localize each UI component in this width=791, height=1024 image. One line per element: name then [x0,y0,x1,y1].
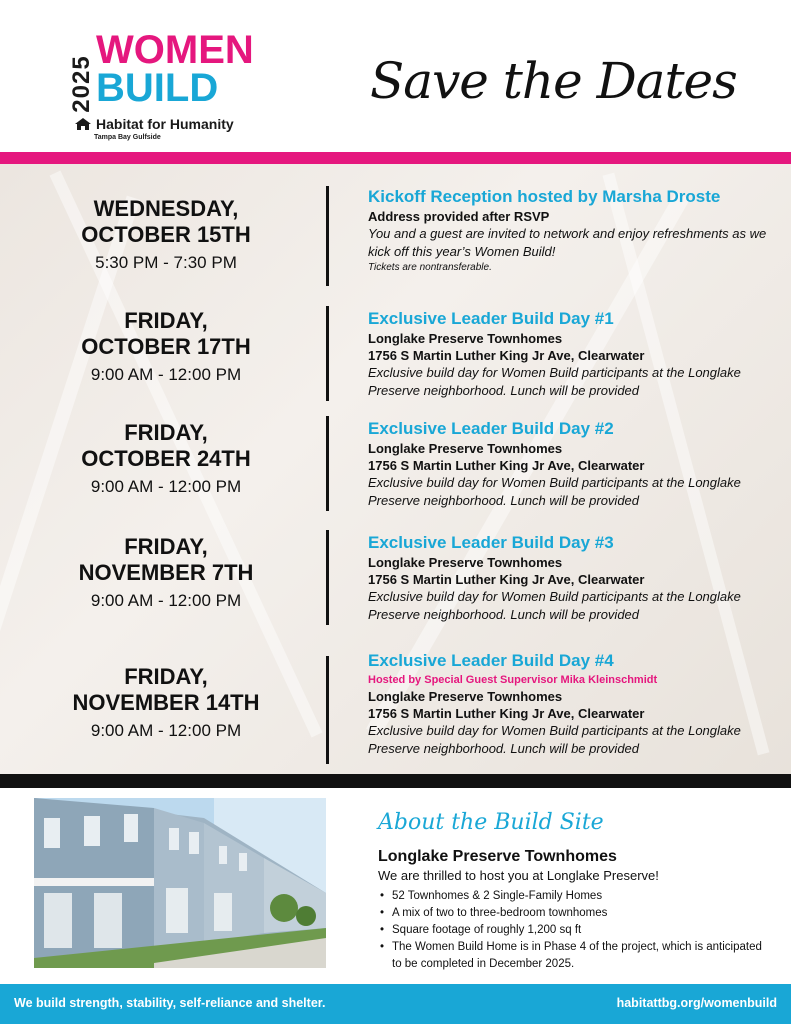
list-item: • Square footage of roughly 1,200 sq ft [378,922,768,939]
vertical-divider [326,416,329,511]
event-build-day-3 [0,530,791,630]
footer-website-link[interactable]: habitattbg.org/womenbuild [616,996,777,1010]
event-day: FRIDAY, [124,664,208,689]
event-address: 1756 S Martin Luther King Jr Ave, Clearwater [368,706,645,721]
event-month-day: NOVEMBER 7TH [78,560,254,585]
event-description: Exclusive build day for Women Build participants at the Longlake Preserve neighborhood. Lunch will be provided [368,365,741,398]
event-time: 9:00 AM - 12:00 PM [90,721,242,740]
event-location: Longlake Preserve Townhomes [368,689,563,704]
event-day: WEDNESDAY, [93,196,239,221]
logo-year: 2025 [68,55,95,113]
event-time: 5:30 PM - 7:30 PM [95,253,237,272]
list-item: • A mix of two to three-bedroom townhomes [378,905,768,922]
org-affiliate: Tampa Bay Gulfside [94,134,161,141]
event-day: FRIDAY, [124,308,208,333]
event-title: Kickoff Reception hosted by Marsha Droste [368,187,721,206]
event-date [30,308,302,386]
vertical-divider [326,186,329,286]
event-title: Exclusive Leader Build Day #4 [368,651,614,670]
org-name-label: Habitat for Humanity [96,116,234,132]
footer-tagline: We build strength, stability, self-reliance and shelter. [14,996,326,1010]
event-address: 1756 S Martin Luther King Jr Ave, Clearwater [368,348,645,363]
event-address-note: Address provided after RSVP [368,209,550,224]
habitat-house-icon [74,117,92,131]
event-location: Longlake Preserve Townhomes [368,441,563,456]
schedule-section [0,164,791,774]
pink-divider-bar [0,152,791,164]
event-month-day: OCTOBER 17TH [81,334,251,359]
event-month-day: OCTOBER 15TH [81,222,251,247]
event-time: 9:00 AM - 12:00 PM [90,591,242,610]
event-title: Exclusive Leader Build Day #2 [368,419,614,438]
page-title: Save the Dates [370,52,737,110]
event-month-day: NOVEMBER 14TH [72,690,260,715]
logo-build-text: BUILD [96,66,219,110]
event-location: Longlake Preserve Townhomes [368,555,563,570]
event-address: 1756 S Martin Luther King Jr Ave, Clearwater [368,458,645,473]
event-build-day-1 [0,306,791,406]
event-details [368,418,778,510]
footer [0,984,791,1024]
black-divider-bar [0,774,791,788]
event-kickoff [0,186,791,294]
list-item: • The Women Build Home is in Phase 4 of the project, which is anticipated to be completed in December 2025. [378,939,768,973]
event-day: FRIDAY, [124,420,208,445]
event-date [30,664,302,742]
event-time: 9:00 AM - 12:00 PM [90,477,242,496]
townhomes-illustration [34,798,326,968]
event-description: Exclusive build day for Women Build participants at the Longlake Preserve neighborhood. Lunch will be provided [368,589,741,622]
event-month-day: OCTOBER 24TH [81,446,251,471]
event-date [30,420,302,498]
event-details [368,650,778,758]
event-description: Exclusive build day for Women Build participants at the Longlake Preserve neighborhood. Lunch will be provided [368,475,741,508]
event-title: Exclusive Leader Build Day #1 [368,309,614,328]
event-date [30,196,302,274]
event-build-day-2 [0,416,791,516]
event-location: Longlake Preserve Townhomes [368,331,563,346]
women-build-logo [66,30,256,145]
event-description: You and a guest are invited to network and enjoy refreshments as we kick off this year’s Women Build! [368,226,767,259]
event-host: Hosted by Special Guest Supervisor Mika Kleinschmidt [368,674,658,686]
list-item: • 52 Townhomes & 2 Single-Family Homes [378,888,768,905]
townhomes-photo [34,798,326,968]
about-bullet-list [378,888,768,973]
event-details [368,532,778,624]
event-date [30,534,302,612]
event-title: Exclusive Leader Build Day #3 [368,533,614,552]
habitat-org-name [74,116,234,132]
vertical-divider [326,306,329,401]
event-details [368,308,778,400]
event-address: 1756 S Martin Luther King Jr Ave, Clearwater [368,572,645,587]
event-details [368,186,778,275]
about-subtitle: Longlake Preserve Townhomes [378,848,617,865]
vertical-divider [326,530,329,625]
event-build-day-4 [0,650,791,765]
event-day: FRIDAY, [124,534,208,559]
event-note: Tickets are nontransferable. [368,262,492,273]
header [0,0,791,152]
about-title: About the Build Site [378,810,604,835]
logo-women-text: WOMEN [96,28,254,72]
vertical-divider [326,656,329,764]
event-description: Exclusive build day for Women Build participants at the Longlake Preserve neighborhood. Lunch will be provided [368,723,741,756]
event-time: 9:00 AM - 12:00 PM [90,365,242,384]
about-intro: We are thrilled to host you at Longlake Preserve! [378,868,659,883]
about-section [0,788,791,984]
